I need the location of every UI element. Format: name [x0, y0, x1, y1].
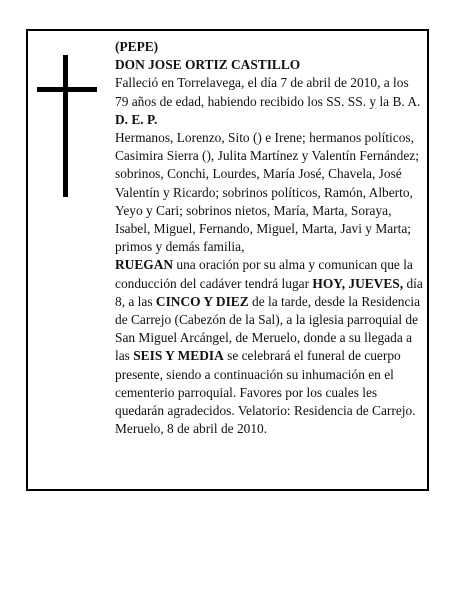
place-and-date: Meruelo, 8 de abril de 2010. — [115, 421, 268, 437]
time-emphasis-1: CINCO Y DIEZ — [155, 293, 249, 309]
cross-horizontal-bar — [37, 87, 97, 92]
request-text-1: una oración por su alma y comunican que la conducción del cadáver tendrá lugar — [115, 257, 413, 291]
request-text-3: de la tarde, desde la Residencia de Carrejo (Cabezón de la Sal), a la iglesia parroquial de San Miguel Arcángel, de Meruelo, donde a su llegada a las — [115, 293, 421, 364]
dep-abbreviation: D. E. P. — [115, 111, 158, 127]
deceased-name: DON JOSE ORTIZ CASTILLO — [115, 57, 301, 73]
cross-icon — [37, 55, 97, 197]
death-announcement: Falleció en Torrelavega, el día 7 de abril de 2010, a los 79 años de edad, habiendo recibido los SS. SS. y la B. A. — [115, 75, 421, 109]
funeral-request — [115, 256, 423, 420]
deceased-nickname: (PEPE) — [115, 39, 159, 54]
cross-vertical-bar — [63, 55, 68, 197]
obituary-text — [115, 38, 423, 438]
request-text-4: se celebrará el funeral de cuerpo presente, siendo a continuación su inhumación en el cementerio parroquial. Favores por los cuales les quedarán agradecidos. Velatorio: Residencia de Carrejo. — [115, 348, 416, 419]
ruegan-emphasis: RUEGAN — [115, 257, 174, 273]
family-list: Hermanos, Lorenzo, Sito () e Irene; hermanos políticos, Casimira Sierra (), Julita Martínez y Valentín Fernández; sobrinos, Conchi, Lourdes, María José, Chavela, José Valentín y Ricardo; sobrinos políticos, Ramón, Alberto, Yeyo y Cari; sobrinos nietos, María, Marta, Soraya, Isabel, Miguel, Fernando, Miguel, Marta, Javi y Marta; primos y demás familia, — [115, 130, 419, 255]
time-emphasis-2: SEIS Y MEDIA — [133, 348, 224, 364]
request-text-2: día 8, a las — [115, 275, 423, 309]
day-emphasis: HOY, JUEVES, — [312, 275, 404, 291]
